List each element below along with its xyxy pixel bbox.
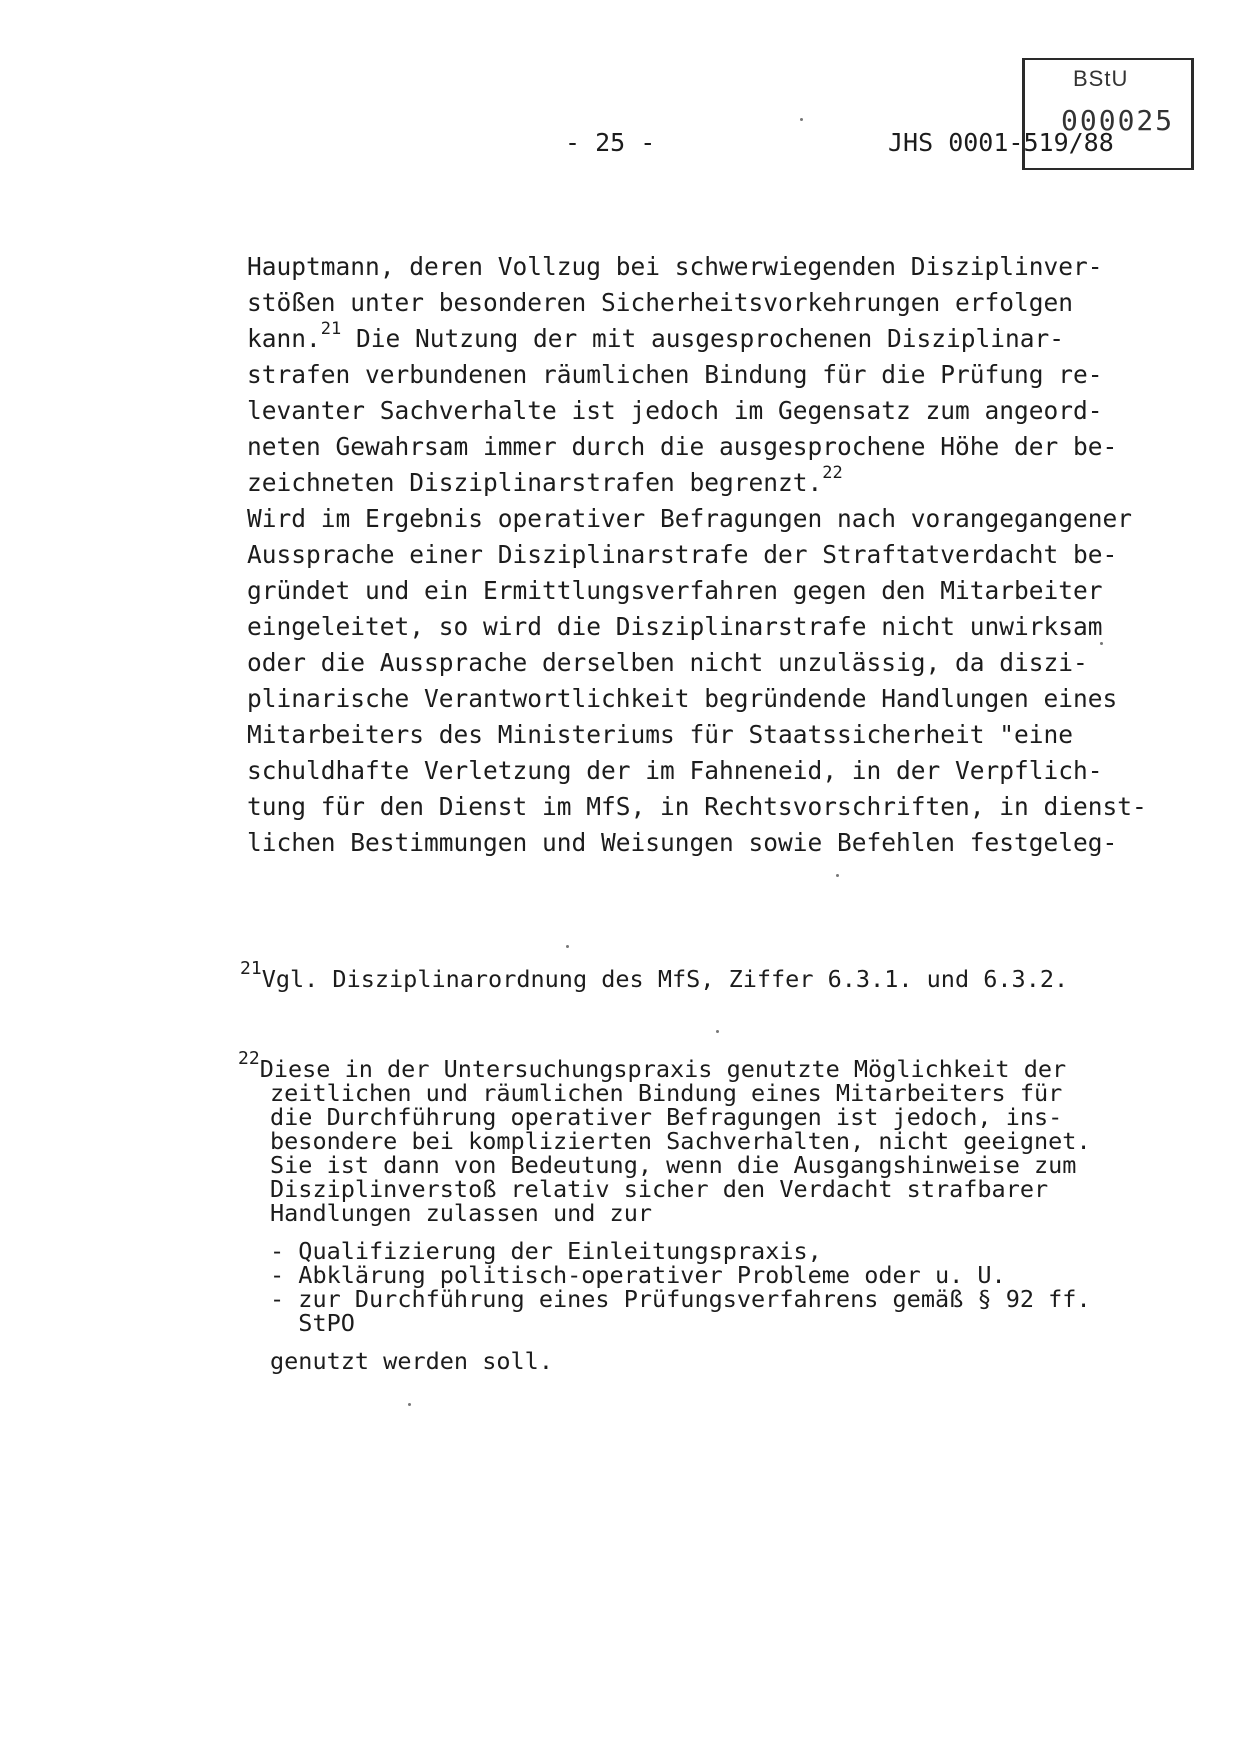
document-id: JHS 0001-519/88	[888, 128, 1114, 157]
scan-speck	[800, 118, 803, 121]
list-item: - Abklärung politisch-operativer Probleme oder u. U.	[270, 1261, 1006, 1289]
body-line: lichen Bestimmungen und Weisungen sowie Befehlen festgeleg-	[247, 828, 1118, 857]
footnote-line: zeitlichen und räumlichen Bindung eines Mitarbeiters für	[270, 1079, 1063, 1107]
body-line: neten Gewahrsam immer durch die ausgesprochene Höhe der be-	[247, 432, 1118, 461]
list-item: - zur Durchführung eines Prüfungsverfahrens gemäß § 92 ff.	[270, 1285, 1091, 1313]
archive-stamp	[1022, 58, 1194, 170]
scan-speck	[566, 945, 569, 948]
body-line-part: zeichneten Disziplinarstrafen begrenzt.	[247, 468, 823, 497]
footnote-ref-21: 21	[320, 319, 342, 339]
footnote-line: Sie ist dann von Bedeutung, wenn die Ausgangshinweise zum	[270, 1151, 1077, 1179]
body-line: schuldhafte Verletzung der im Fahneneid, in der Verpflich-	[247, 756, 1103, 785]
body-line	[247, 319, 1065, 353]
footnote-marker-22: 22	[238, 1048, 260, 1069]
body-line: tung für den Dienst im MfS, in Rechtsvorschriften, in dienst-	[247, 792, 1147, 821]
stamp-number: 000025	[1061, 104, 1175, 137]
list-item: StPO	[270, 1309, 355, 1337]
footnote-21-text: Vgl. Disziplinarordnung des MfS, Ziffer 6.3.1. und 6.3.2.	[261, 965, 1069, 993]
body-line: eingeleitet, so wird die Disziplinarstrafe nicht unwirksam	[247, 612, 1103, 641]
body-line: plinarische Verantwortlichkeit begründende Handlungen eines	[247, 684, 1118, 713]
body-line: levanter Sachverhalte ist jedoch im Gegensatz zum angeord-	[247, 396, 1103, 425]
body-line	[247, 463, 843, 497]
body-line: strafen verbundenen räumlichen Bindung für die Prüfung re-	[247, 360, 1103, 389]
footnote-line: besondere bei komplizierten Sachverhalten, nicht geeignet.	[270, 1127, 1091, 1155]
body-line-part: kann.	[247, 324, 321, 353]
body-line: oder die Aussprache derselben nicht unzulässig, da diszi-	[247, 648, 1088, 677]
body-line: Aussprache einer Disziplinarstrafe der Straftatverdacht be-	[247, 540, 1118, 569]
footnote-ref-22: 22	[822, 463, 843, 483]
body-line: Hauptmann, deren Vollzug bei schwerwiegenden Disziplinver-	[247, 252, 1103, 281]
scan-speck	[836, 874, 839, 877]
body-line: Wird im Ergebnis operativer Befragungen nach vorangegangener	[247, 504, 1133, 533]
page-number: - 25 -	[565, 128, 656, 157]
list-item: - Qualifizierung der Einleitungspraxis,	[270, 1237, 822, 1265]
scan-speck	[716, 1030, 719, 1033]
body-line: Mitarbeiters des Ministeriums für Staatssicherheit "eine	[247, 720, 1074, 749]
footnote-line: Disziplinverstoß relativ sicher den Verdacht strafbarer	[270, 1175, 1049, 1203]
scan-speck	[408, 1403, 411, 1406]
stamp-organization: BStU	[1073, 66, 1129, 91]
footnote-marker-21: 21	[240, 958, 262, 979]
scan-speck	[1100, 642, 1103, 645]
footnote-line: Diese in der Untersuchungspraxis genutzte Möglichkeit der	[259, 1055, 1067, 1083]
footnote-line: die Durchführung operativer Befragungen ist jedoch, ins-	[270, 1103, 1063, 1131]
footnote-line: Handlungen zulassen und zur	[270, 1199, 653, 1227]
body-line: gründet und ein Ermittlungsverfahren gegen den Mitarbeiter	[247, 576, 1103, 605]
body-line: stößen unter besonderen Sicherheitsvorkehrungen erfolgen	[247, 288, 1074, 317]
footnote-21	[240, 958, 1069, 993]
footnote-closing: genutzt werden soll.	[270, 1347, 553, 1375]
body-line-part: Die Nutzung der mit ausgesprochenen Disziplinar-	[341, 324, 1065, 353]
